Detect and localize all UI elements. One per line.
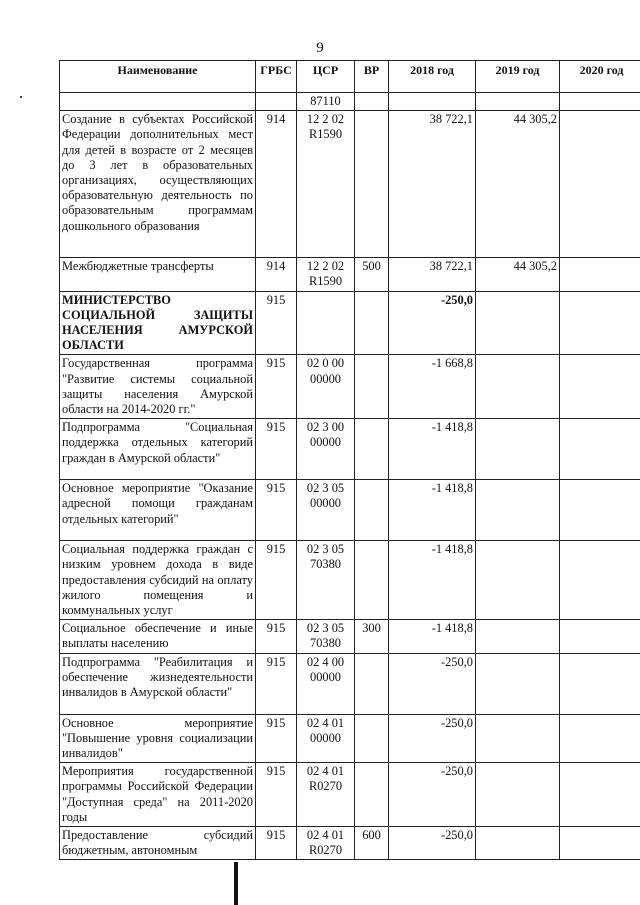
row-vr-cell xyxy=(355,714,389,763)
row-vr-cell: 300 xyxy=(355,620,389,653)
row-name-cell: Социальное обеспечение и иные выплаты населению xyxy=(60,620,256,653)
row-csr-cell xyxy=(297,291,355,355)
row-name-cell: Подпрограмма "Реабилитация и обеспечение жизнедеятельности инвалидов в Амурской области" xyxy=(60,653,256,714)
row-name-cell: Подпрограмма "Социальная поддержка отдельных категорий граждан в Амурской области" xyxy=(60,419,256,480)
row-vr-cell xyxy=(355,93,389,111)
row-2020-cell xyxy=(560,714,640,763)
table-row xyxy=(60,111,640,258)
row-2018-cell: -250,0 xyxy=(389,714,476,763)
row-2020-cell xyxy=(560,93,640,111)
row-2018-cell: 38 722,1 xyxy=(389,258,476,291)
column-header-grbs: ГРБС xyxy=(256,61,297,93)
row-grbs-cell: 915 xyxy=(256,291,297,355)
row-vr-cell xyxy=(355,355,389,419)
row-2020-cell xyxy=(560,258,640,291)
table-row xyxy=(60,291,640,355)
row-csr-cell: 02 0 00 00000 xyxy=(297,355,355,419)
row-2020-cell xyxy=(560,291,640,355)
table-header-row xyxy=(60,61,640,93)
row-2020-cell xyxy=(560,111,640,258)
table-row xyxy=(60,480,640,541)
row-2020-cell xyxy=(560,419,640,480)
row-2020-cell xyxy=(560,541,640,620)
table-row xyxy=(60,827,640,860)
row-2018-cell: -1 668,8 xyxy=(389,355,476,419)
row-2020-cell xyxy=(560,763,640,827)
column-header-csr: ЦСР xyxy=(297,61,355,93)
row-csr-cell: 87110 xyxy=(297,93,355,111)
row-grbs-cell: 915 xyxy=(256,827,297,860)
row-2019-cell xyxy=(476,419,560,480)
row-grbs-cell: 915 xyxy=(256,355,297,419)
row-grbs-cell: 915 xyxy=(256,714,297,763)
table-row xyxy=(60,419,640,480)
row-2020-cell xyxy=(560,480,640,541)
row-2018-cell xyxy=(389,93,476,111)
row-2018-cell: -1 418,8 xyxy=(389,541,476,620)
row-2019-cell xyxy=(476,541,560,620)
row-2020-cell xyxy=(560,827,640,860)
row-grbs-cell: 915 xyxy=(256,419,297,480)
row-csr-cell: 02 3 05 70380 xyxy=(297,620,355,653)
row-name-cell: Мероприятия государственной программы Российской Федерации "Доступная среда" на 2011-2020 годы xyxy=(60,763,256,827)
row-vr-cell xyxy=(355,763,389,827)
column-header-2020: 2020 год xyxy=(560,61,640,93)
column-header-2019: 2019 год xyxy=(476,61,560,93)
row-grbs-cell: 915 xyxy=(256,480,297,541)
row-vr-cell xyxy=(355,653,389,714)
row-vr-cell xyxy=(355,419,389,480)
row-csr-cell: 12 2 02 R1590 xyxy=(297,258,355,291)
row-csr-cell: 12 2 02 R1590 xyxy=(297,111,355,258)
row-2019-cell: 44 305,2 xyxy=(476,111,560,258)
row-2018-cell: 38 722,1 xyxy=(389,111,476,258)
scan-speck xyxy=(20,96,22,98)
row-2020-cell xyxy=(560,355,640,419)
row-name-cell: Основное мероприятие "Оказание адресной помощи гражданам отдельных категорий" xyxy=(60,480,256,541)
column-header-name: Наименование xyxy=(60,61,256,93)
row-2019-cell: 44 305,2 xyxy=(476,258,560,291)
table-row xyxy=(60,93,640,111)
budget-table xyxy=(59,60,640,860)
row-2018-cell: -250,0 xyxy=(389,653,476,714)
row-vr-cell xyxy=(355,111,389,258)
table-row xyxy=(60,763,640,827)
row-name-cell: МИНИСТЕРСТВО СОЦИАЛЬНОЙ ЗАЩИТЫ НАСЕЛЕНИЯ АМУРСКОЙ ОБЛАСТИ xyxy=(60,291,256,355)
table-row xyxy=(60,355,640,419)
row-vr-cell xyxy=(355,480,389,541)
row-name-cell: Государственная программа "Развитие системы социальной защиты населения Амурской области на 2014-2020 гг." xyxy=(60,355,256,419)
row-vr-cell xyxy=(355,541,389,620)
row-grbs-cell xyxy=(256,93,297,111)
scan-binder-mark xyxy=(234,862,238,905)
row-vr-cell: 500 xyxy=(355,258,389,291)
row-grbs-cell: 915 xyxy=(256,763,297,827)
row-2018-cell: -1 418,8 xyxy=(389,480,476,541)
row-vr-cell xyxy=(355,291,389,355)
row-grbs-cell: 915 xyxy=(256,620,297,653)
row-2019-cell xyxy=(476,653,560,714)
row-2018-cell: -250,0 xyxy=(389,291,476,355)
row-grbs-cell: 914 xyxy=(256,111,297,258)
row-2019-cell xyxy=(476,763,560,827)
row-2018-cell: -1 418,8 xyxy=(389,620,476,653)
row-csr-cell: 02 4 00 00000 xyxy=(297,653,355,714)
row-2019-cell xyxy=(476,714,560,763)
row-name-cell: Межбюджетные трансферты xyxy=(60,258,256,291)
row-2018-cell: -1 418,8 xyxy=(389,419,476,480)
row-2019-cell xyxy=(476,827,560,860)
row-2019-cell xyxy=(476,480,560,541)
row-vr-cell: 600 xyxy=(355,827,389,860)
row-name-cell: Предоставление субсидий бюджетным, автономным xyxy=(60,827,256,860)
row-grbs-cell: 915 xyxy=(256,653,297,714)
row-csr-cell: 02 4 01 R0270 xyxy=(297,827,355,860)
row-2019-cell xyxy=(476,620,560,653)
row-2018-cell: -250,0 xyxy=(389,763,476,827)
row-2019-cell xyxy=(476,355,560,419)
table-row xyxy=(60,653,640,714)
row-name-cell: Основное мероприятие "Повышение уровня социализации инвалидов" xyxy=(60,714,256,763)
row-name-cell xyxy=(60,93,256,111)
row-2019-cell xyxy=(476,291,560,355)
row-name-cell: Социальная поддержка граждан с низким уровнем дохода в виде предоставления субсидий на оплату жилого помещения и коммунальных услуг xyxy=(60,541,256,620)
page-number: 9 xyxy=(316,40,324,56)
column-header-vr: ВР xyxy=(355,61,389,93)
row-csr-cell: 02 3 00 00000 xyxy=(297,419,355,480)
table-row xyxy=(60,541,640,620)
table-row xyxy=(60,258,640,291)
row-csr-cell: 02 4 01 R0270 xyxy=(297,763,355,827)
row-2019-cell xyxy=(476,93,560,111)
row-csr-cell: 02 3 05 00000 xyxy=(297,480,355,541)
table-row xyxy=(60,714,640,763)
row-csr-cell: 02 4 01 00000 xyxy=(297,714,355,763)
column-header-2018: 2018 год xyxy=(389,61,476,93)
row-grbs-cell: 914 xyxy=(256,258,297,291)
table-row xyxy=(60,620,640,653)
row-name-cell: Создание в субъектах Российской Федерации дополнительных мест для детей в возрасте от 2 месяцев до 3 лет в образовательных организациях, осуществляющих образовательную деятельность по образовательным программам дошкольного образования xyxy=(60,111,256,258)
row-2018-cell: -250,0 xyxy=(389,827,476,860)
row-csr-cell: 02 3 05 70380 xyxy=(297,541,355,620)
row-2020-cell xyxy=(560,653,640,714)
row-2020-cell xyxy=(560,620,640,653)
row-grbs-cell: 915 xyxy=(256,541,297,620)
